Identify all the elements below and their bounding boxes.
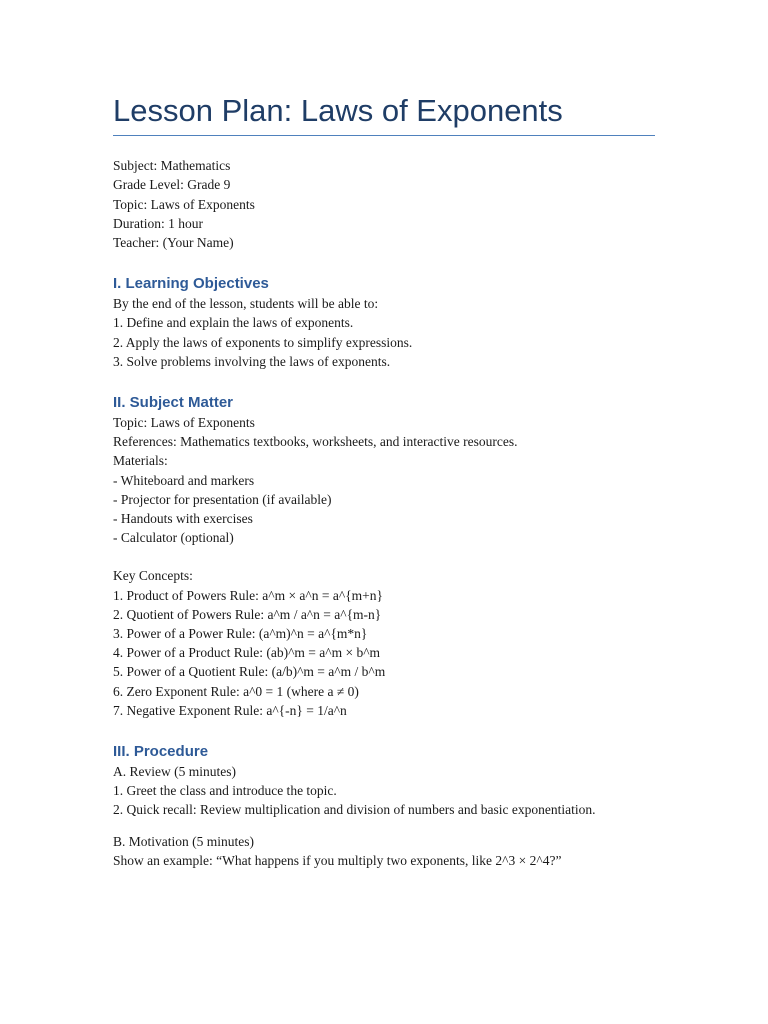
meta-subject: Subject: Mathematics: [113, 158, 231, 174]
section-heading-objectives: I. Learning Objectives: [113, 275, 269, 293]
key-concept-item: 6. Zero Exponent Rule: a^0 = 1 (where a ≠ 0): [113, 683, 359, 699]
objective-item: 3. Solve problems involving the laws of exponents.: [113, 353, 391, 369]
review-label: A. Review (5 minutes): [113, 764, 236, 780]
material-item: - Whiteboard and markers: [113, 472, 255, 488]
objectives-intro: By the end of the lesson, students will be able to:: [113, 296, 379, 312]
subject-matter-list: [113, 413, 655, 547]
material-item: - Handouts with exercises: [113, 511, 253, 527]
key-concept-item: 7. Negative Exponent Rule: a^{-n} = 1/a^n: [113, 702, 347, 718]
subject-topic: Topic: Laws of Exponents: [113, 415, 255, 431]
objectives-list: [113, 294, 655, 371]
material-item: - Calculator (optional): [113, 530, 234, 546]
key-concepts-label: Key Concepts:: [113, 568, 193, 584]
section-heading-subject-matter: II. Subject Matter: [113, 394, 234, 412]
review-item: 2. Quick recall: Review multiplication and division of numbers and basic exponentiation.: [113, 802, 596, 818]
objective-item: 2. Apply the laws of exponents to simplify expressions.: [113, 334, 413, 350]
material-item: - Projector for presentation (if available): [113, 491, 332, 507]
subject-references: References: Mathematics textbooks, worksheets, and interactive resources.: [113, 434, 518, 450]
objective-item: 1. Define and explain the laws of exponents.: [113, 315, 354, 331]
motivation-label: B. Motivation (5 minutes): [113, 833, 254, 849]
procedure-motivation: [113, 832, 655, 870]
key-concept-item: 4. Power of a Product Rule: (ab)^m = a^m × b^m: [113, 645, 381, 661]
document-body: [113, 92, 655, 870]
motivation-example: Show an example: “What happens if you multiply two exponents, like 2^3 × 2^4?”: [113, 852, 562, 868]
meta-topic: Topic: Laws of Exponents: [113, 196, 255, 212]
key-concept-item: 3. Power of a Power Rule: (a^m)^n = a^{m*n}: [113, 626, 368, 642]
key-concept-item: 1. Product of Powers Rule: a^m × a^n = a^{m+n}: [113, 587, 384, 603]
meta-duration: Duration: 1 hour: [113, 215, 203, 231]
meta-grade-level: Grade Level: Grade 9: [113, 177, 231, 193]
review-item: 1. Greet the class and introduce the topic.: [113, 783, 337, 799]
section-heading-procedure: III. Procedure: [113, 743, 209, 761]
procedure-review: [113, 762, 655, 820]
key-concepts-list: [113, 566, 655, 720]
lesson-meta: [113, 156, 655, 252]
meta-teacher: Teacher: (Your Name): [113, 235, 234, 250]
materials-label: Materials:: [113, 453, 168, 469]
title-divider: [113, 135, 655, 136]
key-concept-item: 2. Quotient of Powers Rule: a^m / a^n = a^{m-n}: [113, 606, 382, 622]
key-concept-item: 5. Power of a Quotient Rule: (a/b)^m = a^m / b^m: [113, 664, 386, 680]
page-title: Lesson Plan: Laws of Exponents: [113, 93, 563, 128]
